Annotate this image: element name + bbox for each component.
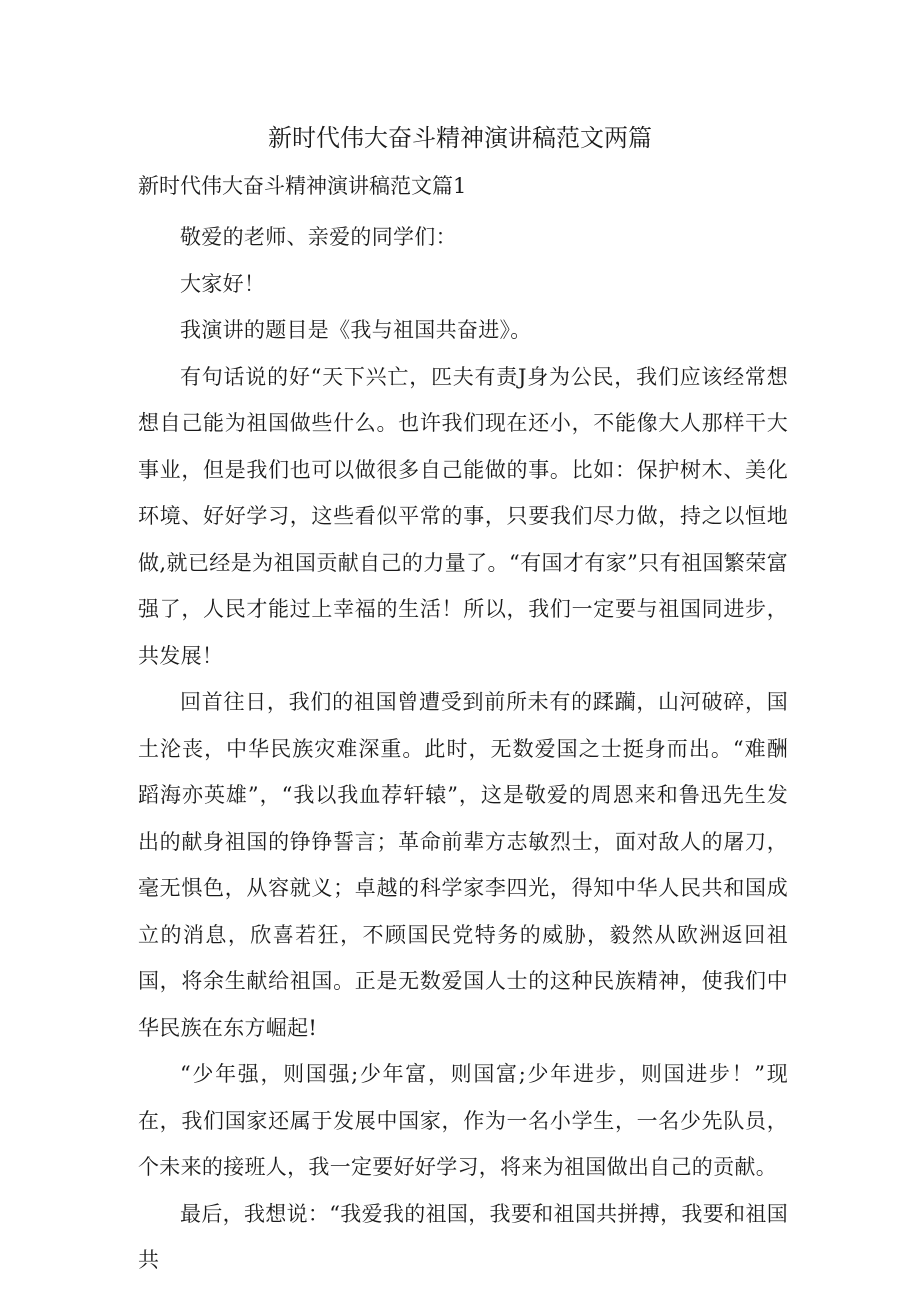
paragraph-closing: 最后，我想说：“我爱我的祖国，我要和祖国共拼搏，我要和祖国共 — [138, 1201, 788, 1272]
document-body — [138, 214, 788, 1284]
paragraph-greeting: 敬爱的老师、亲爱的同学们： — [180, 225, 457, 249]
paragraph-body-3: “少年强，则国强;少年富，则国富;少年进步，则国进步！”现在，我们国家还属于发展中国家，作为一名小学生，一名少先队员，个未来的接班人，我一定要好好学习，将来为祖国做出自己的贡献。 — [138, 1062, 788, 1179]
paragraph-hello: 大家好！ — [180, 271, 266, 296]
paragraph-body-1: 有句话说的好“天下兴亡，匹夫有责J身为公民，我们应该经常想想自己能为祖国做些什么。也许我们现在还小，不能像大人那样干大事业，但是我们也可以做很多自己能做的事。比如：保护树木、美化环境、好好学习，这些看似平常的事，只要我们尽力做，持之以恒地做,就已经是为祖国贡献自己的力量了。“有国才有家”只有祖国繁荣富强了，人民才能过上幸福的生活！所以，我们一定要与祖国同进步，共发展！ — [138, 364, 788, 668]
paragraph-topic: 我演讲的题目是《我与祖国共奋进》。 — [180, 318, 532, 342]
paragraph-body-2: 回首往日，我们的祖国曾遭受到前所未有的蹂躏，山河破碎，国土沦丧，中华民族灾难深重。此时，无数爱国之士挺身而出。“难酬蹈海亦英雄”，“我以我血荐轩辕”，这是敬爱的周恩来和鲁迅先生发出的献身祖国的铮铮誓言；革命前辈方志敏烈士，面对敌人的屠刀，毫无惧色，从容就义；卓越的科学家李四光，得知中华人民共和国成立的消息，欣喜若狂，不顾国民党特务的威胁，毅然从欧洲返回祖国，将余生献给祖国。正是无数爱国人士的这种民族精神，使我们中华民族在东方崛起! — [138, 690, 788, 1040]
document-title: 新时代伟大奋斗精神演讲稿范文两篇 — [268, 124, 652, 152]
document-subtitle: 新时代伟大奋斗精神演讲稿范文篇1 — [138, 174, 467, 198]
